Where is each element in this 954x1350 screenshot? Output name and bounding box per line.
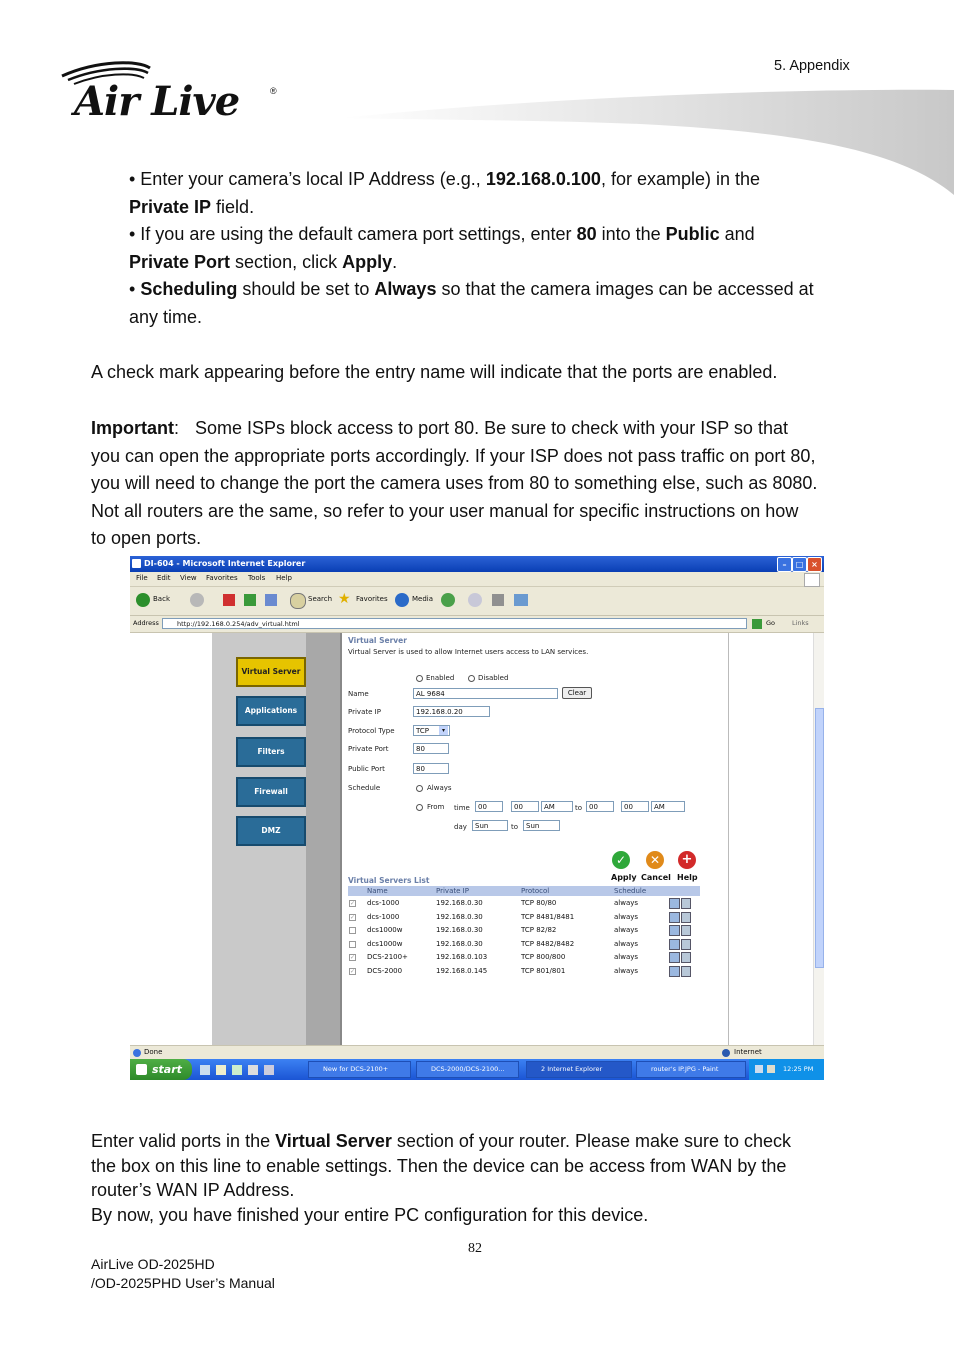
port-term: 80: [576, 224, 597, 244]
bullet-text: • If you are using the default camera port settings, enter: [129, 224, 577, 244]
favorites-star-icon[interactable]: ★: [338, 591, 351, 607]
enabled-radio[interactable]: [416, 675, 423, 682]
delete-icon[interactable]: [681, 925, 691, 936]
important-line: you can open the appropriate ports accordingly. If your ISP does not pass traffic on port 80,: [91, 445, 816, 466]
closing-text: Enter valid ports in the: [91, 1131, 276, 1151]
forward-arrow-icon[interactable]: [190, 593, 204, 607]
protocol-label: Protocol Type: [348, 727, 395, 735]
private-ip-term: Private IP: [129, 196, 212, 217]
logo-text: Air Live: [74, 78, 240, 125]
go-arrow-icon[interactable]: [752, 619, 762, 629]
always-term: Always: [374, 279, 437, 299]
task-new-for-dcs[interactable]: New for DCS-2100+: [308, 1061, 411, 1078]
chevron-down-icon[interactable]: ▾: [439, 726, 448, 735]
nav-dmz[interactable]: DMZ: [236, 816, 306, 846]
virtual-server-term: Virtual Server: [275, 1131, 392, 1151]
disabled-label: Disabled: [478, 674, 509, 682]
from-minute-select[interactable]: 00: [511, 801, 539, 812]
private-ip-label: Private IP: [348, 708, 381, 716]
history-icon[interactable]: [441, 593, 455, 607]
private-port-label: Private Port: [348, 745, 389, 753]
system-tray: [749, 1059, 824, 1080]
globe-icon: [722, 1049, 730, 1057]
delete-icon[interactable]: [681, 912, 691, 923]
task-internet-explorer[interactable]: 2 Internet Explorer: [526, 1061, 632, 1078]
quicklaunch-app-icon[interactable]: [264, 1065, 274, 1075]
page-icon: [133, 1049, 141, 1057]
bullet-private-ip: [129, 166, 889, 221]
header-name: Name: [367, 887, 388, 895]
edit-icon[interactable]: [669, 939, 680, 950]
row-private-ip: 192.168.0.145: [436, 967, 488, 975]
refresh-icon[interactable]: [244, 594, 256, 606]
status-done: Done: [144, 1048, 163, 1056]
row-private-ip: 192.168.0.30: [436, 939, 483, 948]
menu-edit[interactable]: Edit: [157, 574, 171, 582]
name-label: Name: [348, 690, 369, 698]
ie-icon: [132, 559, 141, 568]
bullet-text: and: [719, 224, 755, 244]
important-note: [91, 415, 891, 553]
bullet-text: any time.: [129, 306, 203, 327]
row-private-ip: 192.168.0.30: [436, 912, 483, 921]
cancel-x-icon[interactable]: ✕: [646, 851, 664, 869]
private-port-input[interactable]: 80: [413, 743, 449, 754]
scroll-thumb[interactable]: [815, 708, 824, 968]
list-header: [348, 886, 700, 896]
window-title-bar: [130, 556, 824, 572]
edit-icon[interactable]: [669, 925, 680, 936]
bullet-ports: [129, 221, 889, 276]
window-title: DI-604 - Microsoft Internet Explorer: [144, 559, 306, 568]
registered-mark: ®: [270, 86, 277, 96]
section-title: Virtual Server: [348, 636, 407, 645]
row-enable-checkbox[interactable]: ✓: [350, 968, 356, 975]
edit-icon[interactable]: [669, 898, 680, 909]
from-hour-select[interactable]: 00: [475, 801, 503, 812]
row-protocol: TCP 80/80: [521, 899, 557, 907]
row-schedule: always: [614, 967, 639, 975]
protocol-select[interactable]: [413, 725, 450, 736]
important-line: Some ISPs block access to port 80. Be sure to check with your ISP so that: [195, 418, 788, 438]
menu-tools[interactable]: Tools: [248, 574, 266, 582]
to-ampm-select[interactable]: AM: [651, 801, 685, 812]
row-schedule: always: [614, 899, 639, 907]
important-line: you will need to change the port the camera uses from 80 to something else, such as 8080.: [91, 473, 818, 493]
go-button[interactable]: Go: [766, 619, 776, 627]
tray-volume-icon[interactable]: [767, 1065, 775, 1073]
row-schedule: always: [614, 953, 639, 962]
nav-filters[interactable]: Filters: [236, 737, 306, 767]
bullet-text: •: [129, 279, 141, 299]
to-hour-select[interactable]: 00: [586, 801, 614, 812]
right-panel: [728, 633, 814, 1045]
start-label: start: [152, 1063, 182, 1076]
menu-file[interactable]: File: [136, 574, 148, 582]
media-button-label[interactable]: Media: [412, 595, 434, 603]
row-enable-checkbox[interactable]: [349, 941, 356, 948]
windows-flag-icon: [804, 573, 820, 587]
help-plus-icon[interactable]: +: [678, 851, 696, 869]
scheduling-term: Scheduling: [140, 279, 238, 299]
row-enable-checkbox[interactable]: ✓: [350, 913, 356, 921]
nav-gap: [306, 633, 340, 1045]
nav-applications[interactable]: Applications: [236, 696, 306, 726]
check-note: A check mark appearing before the entry name will indicate that the ports are enabled.: [91, 362, 778, 382]
protocol-value: TCP: [416, 727, 429, 735]
bullet-text: field.: [211, 196, 255, 217]
clear-button[interactable]: Clear: [562, 687, 592, 699]
row-protocol: TCP 8481/8481: [521, 912, 575, 921]
nav-firewall[interactable]: Firewall: [236, 777, 306, 807]
tray-network-icon[interactable]: [755, 1065, 763, 1073]
list-title: Virtual Servers List: [348, 876, 430, 885]
row-schedule: always: [614, 939, 639, 948]
row-protocol: TCP 801/801: [521, 967, 566, 975]
important-colon: :: [174, 418, 180, 438]
closing-line: router’s WAN IP Address.: [91, 1180, 295, 1200]
row-protocol: TCP 800/800: [521, 953, 566, 962]
header-private-ip: Private IP: [436, 887, 469, 895]
bullet-text: so that the camera images can be accessed at: [436, 279, 814, 299]
to-day-select[interactable]: Sun: [523, 820, 560, 831]
status-bar: [130, 1045, 824, 1059]
apply-check-icon[interactable]: ✓: [612, 851, 630, 869]
edit-icon[interactable]: [669, 952, 680, 963]
back-arrow-icon[interactable]: [136, 593, 150, 607]
address-input[interactable]: http://192.168.0.254/adv_virtual.html: [162, 618, 747, 629]
bullet-text: should be set to: [237, 279, 375, 299]
menu-help[interactable]: Help: [276, 574, 292, 582]
media-icon[interactable]: [395, 593, 409, 607]
to-minute-select[interactable]: 00: [621, 801, 649, 812]
windows-logo-icon: [136, 1064, 147, 1075]
footer-product: [91, 1255, 275, 1293]
bullet-list: [129, 166, 889, 331]
name-input[interactable]: AL 9684: [413, 688, 558, 699]
important-line: to open ports.: [91, 528, 202, 548]
toolbar: [130, 587, 824, 616]
address-bar: [130, 616, 824, 633]
task-paint[interactable]: router's IP.JPG - Paint: [636, 1061, 746, 1078]
menu-bar: [130, 572, 824, 587]
start-button[interactable]: [130, 1059, 192, 1080]
page-number: 82: [468, 1241, 482, 1256]
row-name: dcs-1000: [367, 912, 400, 921]
private-ip-input[interactable]: 192.168.0.20: [413, 706, 490, 717]
private-port-term: Private Port: [129, 251, 231, 272]
schedule-label: Schedule: [348, 784, 381, 792]
example-ip: 192.168.0.100: [485, 169, 601, 189]
address-label: Address: [133, 619, 159, 627]
maximize-icon[interactable]: □: [792, 557, 807, 572]
bullet-text: , for example) in the: [600, 169, 761, 189]
table-row: [348, 938, 700, 952]
router-screenshot: [130, 556, 824, 1080]
closing-text: section of your router. Please make sure to check: [391, 1131, 792, 1151]
menu-view[interactable]: View: [180, 574, 197, 582]
footer-product-line: AirLive OD-2025HD: [91, 1256, 215, 1272]
home-icon[interactable]: [265, 594, 277, 606]
closing-line: By now, you have finished your entire PC configuration for this device.: [91, 1204, 649, 1225]
search-button-label[interactable]: Search: [308, 595, 333, 603]
section-label: 5. Appendix: [774, 58, 850, 74]
edit-icon[interactable]: [514, 594, 528, 606]
status-zone: Internet: [734, 1048, 762, 1056]
quicklaunch-desktop-icon[interactable]: [248, 1065, 258, 1075]
row-schedule: always: [614, 926, 639, 935]
disabled-radio[interactable]: [468, 675, 475, 682]
delete-icon[interactable]: [681, 898, 691, 909]
row-protocol: TCP 82/82: [521, 926, 557, 935]
stop-icon[interactable]: [223, 594, 235, 606]
nav-virtual-server[interactable]: Virtual Server: [236, 657, 306, 687]
important-label: Important: [91, 418, 174, 438]
day-label: day: [454, 823, 467, 831]
row-name: dcs-1000: [367, 899, 400, 907]
taskbar: [130, 1059, 824, 1080]
public-term: Public: [665, 224, 720, 244]
delete-icon[interactable]: [681, 952, 691, 963]
header-schedule: Schedule: [614, 887, 647, 895]
delete-icon[interactable]: [681, 966, 691, 977]
close-icon[interactable]: ×: [807, 557, 822, 572]
cancel-label[interactable]: Cancel: [641, 873, 671, 882]
closing-paragraph: [91, 1129, 891, 1227]
tray-clock: 12:25 PM: [783, 1065, 814, 1073]
table-row: [348, 924, 700, 938]
row-name: dcs1000w: [367, 939, 403, 948]
back-button-label[interactable]: Back: [153, 595, 170, 603]
browser-content: [130, 633, 824, 1045]
table-row: [348, 897, 700, 911]
from-ampm-select[interactable]: AM: [541, 801, 573, 812]
apply-term: Apply: [342, 251, 393, 272]
bullet-text: section, click: [230, 251, 343, 272]
edit-icon[interactable]: [669, 966, 680, 977]
apply-label[interactable]: Apply: [611, 873, 637, 882]
always-radio[interactable]: [416, 785, 423, 792]
mail-icon[interactable]: [468, 593, 482, 607]
edit-icon[interactable]: [669, 912, 680, 923]
row-private-ip: 192.168.0.30: [436, 926, 483, 935]
row-private-ip: 192.168.0.103: [436, 953, 488, 962]
bullet-scheduling: [129, 276, 889, 331]
row-name: dcs1000w: [367, 926, 403, 935]
row-schedule: always: [614, 912, 639, 921]
always-label: Always: [427, 784, 452, 792]
header-protocol: Protocol: [521, 887, 550, 895]
row-private-ip: 192.168.0.30: [436, 899, 483, 907]
important-line: Not all routers are the same, so refer to your user manual for specific instructions on how: [91, 500, 799, 521]
row-protocol: TCP 8482/8482: [521, 939, 575, 948]
time-label: time: [454, 804, 470, 812]
from-label: From: [427, 803, 445, 811]
print-icon[interactable]: [492, 594, 504, 606]
from-radio[interactable]: [416, 804, 423, 811]
bullet-text: .: [392, 251, 398, 272]
delete-icon[interactable]: [681, 939, 691, 950]
quicklaunch-ie-icon[interactable]: [200, 1065, 210, 1075]
row-enable-checkbox[interactable]: ✓: [350, 954, 356, 962]
from-day-select[interactable]: Sun: [472, 820, 508, 831]
vertical-scrollbar[interactable]: [813, 633, 824, 1045]
enabled-label: Enabled: [426, 674, 455, 682]
bullet-text: into the: [596, 224, 666, 244]
closing-line: the box on this line to enable settings. Then the device can be access from WAN by the: [91, 1155, 787, 1176]
bullet-text: • Enter your camera’s local IP Address (e.g.,: [129, 169, 486, 189]
row-enable-checkbox[interactable]: [349, 927, 356, 934]
menu-favorites[interactable]: Favorites: [206, 574, 238, 582]
table-row: [348, 965, 700, 979]
to-label: to: [575, 804, 583, 812]
to-day-label: to: [511, 823, 519, 831]
quicklaunch-media-icon[interactable]: [232, 1065, 242, 1075]
row-name: DCS-2000: [367, 967, 403, 975]
task-dcs-2000[interactable]: DCS-2000/DCS-2100...: [416, 1061, 519, 1078]
favorites-button-label[interactable]: Favorites: [356, 595, 388, 603]
minimize-icon[interactable]: –: [777, 557, 792, 572]
public-port-input[interactable]: 80: [413, 763, 449, 774]
quicklaunch-folder-icon[interactable]: [216, 1065, 226, 1075]
public-port-label: Public Port: [348, 765, 385, 773]
help-label[interactable]: Help: [677, 873, 698, 882]
search-icon[interactable]: [290, 593, 306, 609]
table-row: [348, 951, 700, 965]
row-name: DCS-2100+: [367, 953, 408, 962]
footer-product-line: /OD-2025PHD User’s Manual: [91, 1275, 275, 1291]
airlive-logo: [58, 60, 298, 130]
table-row: [348, 911, 700, 925]
row-enable-checkbox[interactable]: ✓: [350, 900, 356, 907]
links-label[interactable]: Links: [792, 619, 809, 627]
section-description: Virtual Server is used to allow Internet users access to LAN services.: [348, 648, 589, 656]
